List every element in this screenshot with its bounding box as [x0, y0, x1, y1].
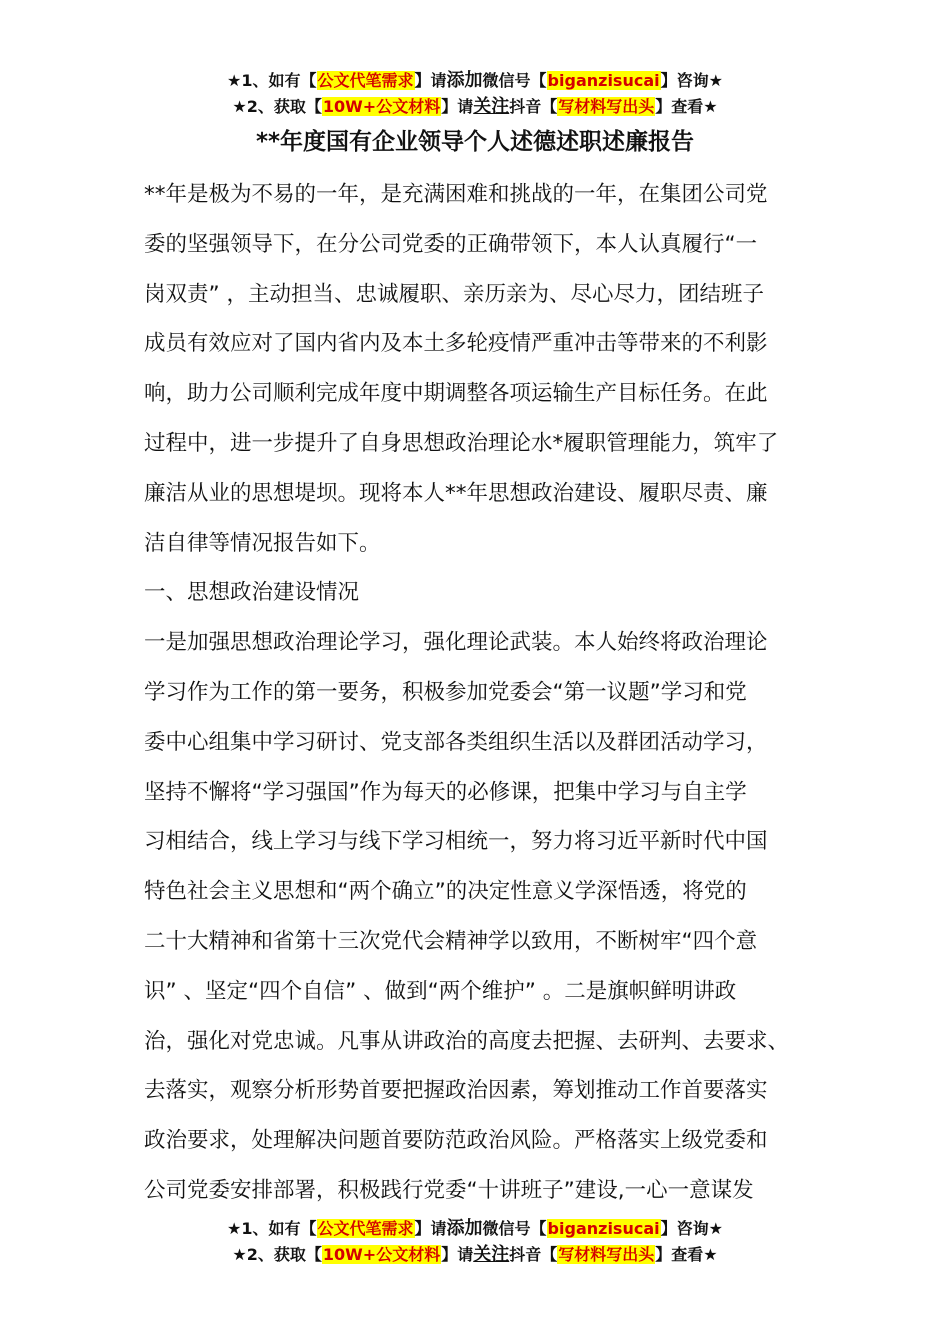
body-text-line: 识” 、坚定“四个自信” 、做到“两个维护” 。二是旗帜鲜明讲政	[144, 978, 737, 1004]
highlight-douyin-account: 写材料写出头	[558, 97, 655, 116]
body-text-line: 坚持不懈将“学习强国”作为每天的必修课，把集中学习与自主学	[144, 779, 747, 805]
body-text-line: 委中心组集中学习研讨、党支部各类组织生活以及群团活动学习，	[144, 729, 768, 755]
body-text-line: 一、思想政治建设情况	[144, 580, 360, 606]
body-text-line: 廉洁从业的思想堤坝。现将本人**年思想政治建设、履职尽责、廉	[144, 480, 768, 506]
body-text-line: 岗双责” ，主动担当、忠诚履职、亲历亲为、尽心尽力，团结班子	[144, 281, 764, 307]
promo-banner-top	[0, 68, 950, 120]
highlight-wechat-id: biganzisucai	[547, 1219, 660, 1238]
body-text-line: 治，强化对党忠诚。凡事从讲政治的高度去把握、去研判、去要求、	[144, 1028, 790, 1054]
highlight-wechat-id: biganzisucai	[547, 71, 660, 90]
body-text-line: 去落实，观察分析形势首要把握政治因素，筹划推动工作首要落实	[144, 1078, 768, 1104]
body-text-line: 特色社会主义思想和“两个确立”的决定性意义学深悟透，将党的	[144, 879, 747, 905]
body-text-line: 委的坚强领导下，在分公司党委的正确带领下，本人认真履行“一	[144, 231, 758, 257]
body-text-line: 过程中，进一步提升了自身思想政治理论水*履职管理能力，筑牢了	[144, 430, 779, 456]
body-text-line: 政治要求，处理解决问题首要防范政治风险。严格落实上级党委和	[144, 1128, 768, 1154]
document-body	[144, 170, 816, 1216]
body-text-line: 公司党委安排部署，积极践行党委“十讲班子”建设,一心一意谋发	[144, 1177, 754, 1203]
highlight-materials: 10W+公文材料	[322, 97, 441, 116]
body-text-line: 成员有效应对了国内省内及本土多轮疫情严重冲击等带来的不利影	[144, 331, 768, 357]
body-text-line: 习相结合，线上学习与线下学习相统一，努力将习近平新时代中国	[144, 829, 768, 855]
highlight-service: 公文代笔需求	[317, 71, 414, 90]
highlight-douyin-account: 写材料写出头	[558, 1245, 655, 1264]
promo-banner-bottom	[0, 1216, 950, 1268]
document-title: **年度国有企业领导个人述德述职述廉报告	[255, 129, 695, 155]
body-text-line: 一是加强思想政治理论学习，强化理论武装。本人始终将政治理论	[144, 630, 768, 656]
promo-line-2: ★2、获取【10W+公文材料】请关注抖音【写材料写出头】查看★	[232, 96, 718, 117]
highlight-materials: 10W+公文材料	[322, 1245, 441, 1264]
promo-line-1: ★1、如有【公文代笔需求】请添加微信号【biganzisucai】咨询★	[227, 1218, 723, 1239]
body-text-line: 响，助力公司顺利完成年度中期调整各项运输生产目标任务。在此	[144, 381, 768, 407]
body-text-line: 洁自律等情况报告如下。	[144, 530, 381, 556]
promo-line-1: ★1、如有【公文代笔需求】请添加微信号【biganzisucai】咨询★	[227, 70, 723, 91]
highlight-service: 公文代笔需求	[317, 1219, 414, 1238]
body-text-line: 学习作为工作的第一要务，积极参加党委会“第一议题”学习和党	[144, 679, 747, 705]
body-text-line: 二十大精神和省第十三次党代会精神学以致用，不断树牢“四个意	[144, 928, 758, 954]
promo-line-2: ★2、获取【10W+公文材料】请关注抖音【写材料写出头】查看★	[232, 1244, 718, 1265]
body-text-line: **年是极为不易的一年，是充满困难和挑战的一年，在集团公司党	[144, 182, 768, 207]
